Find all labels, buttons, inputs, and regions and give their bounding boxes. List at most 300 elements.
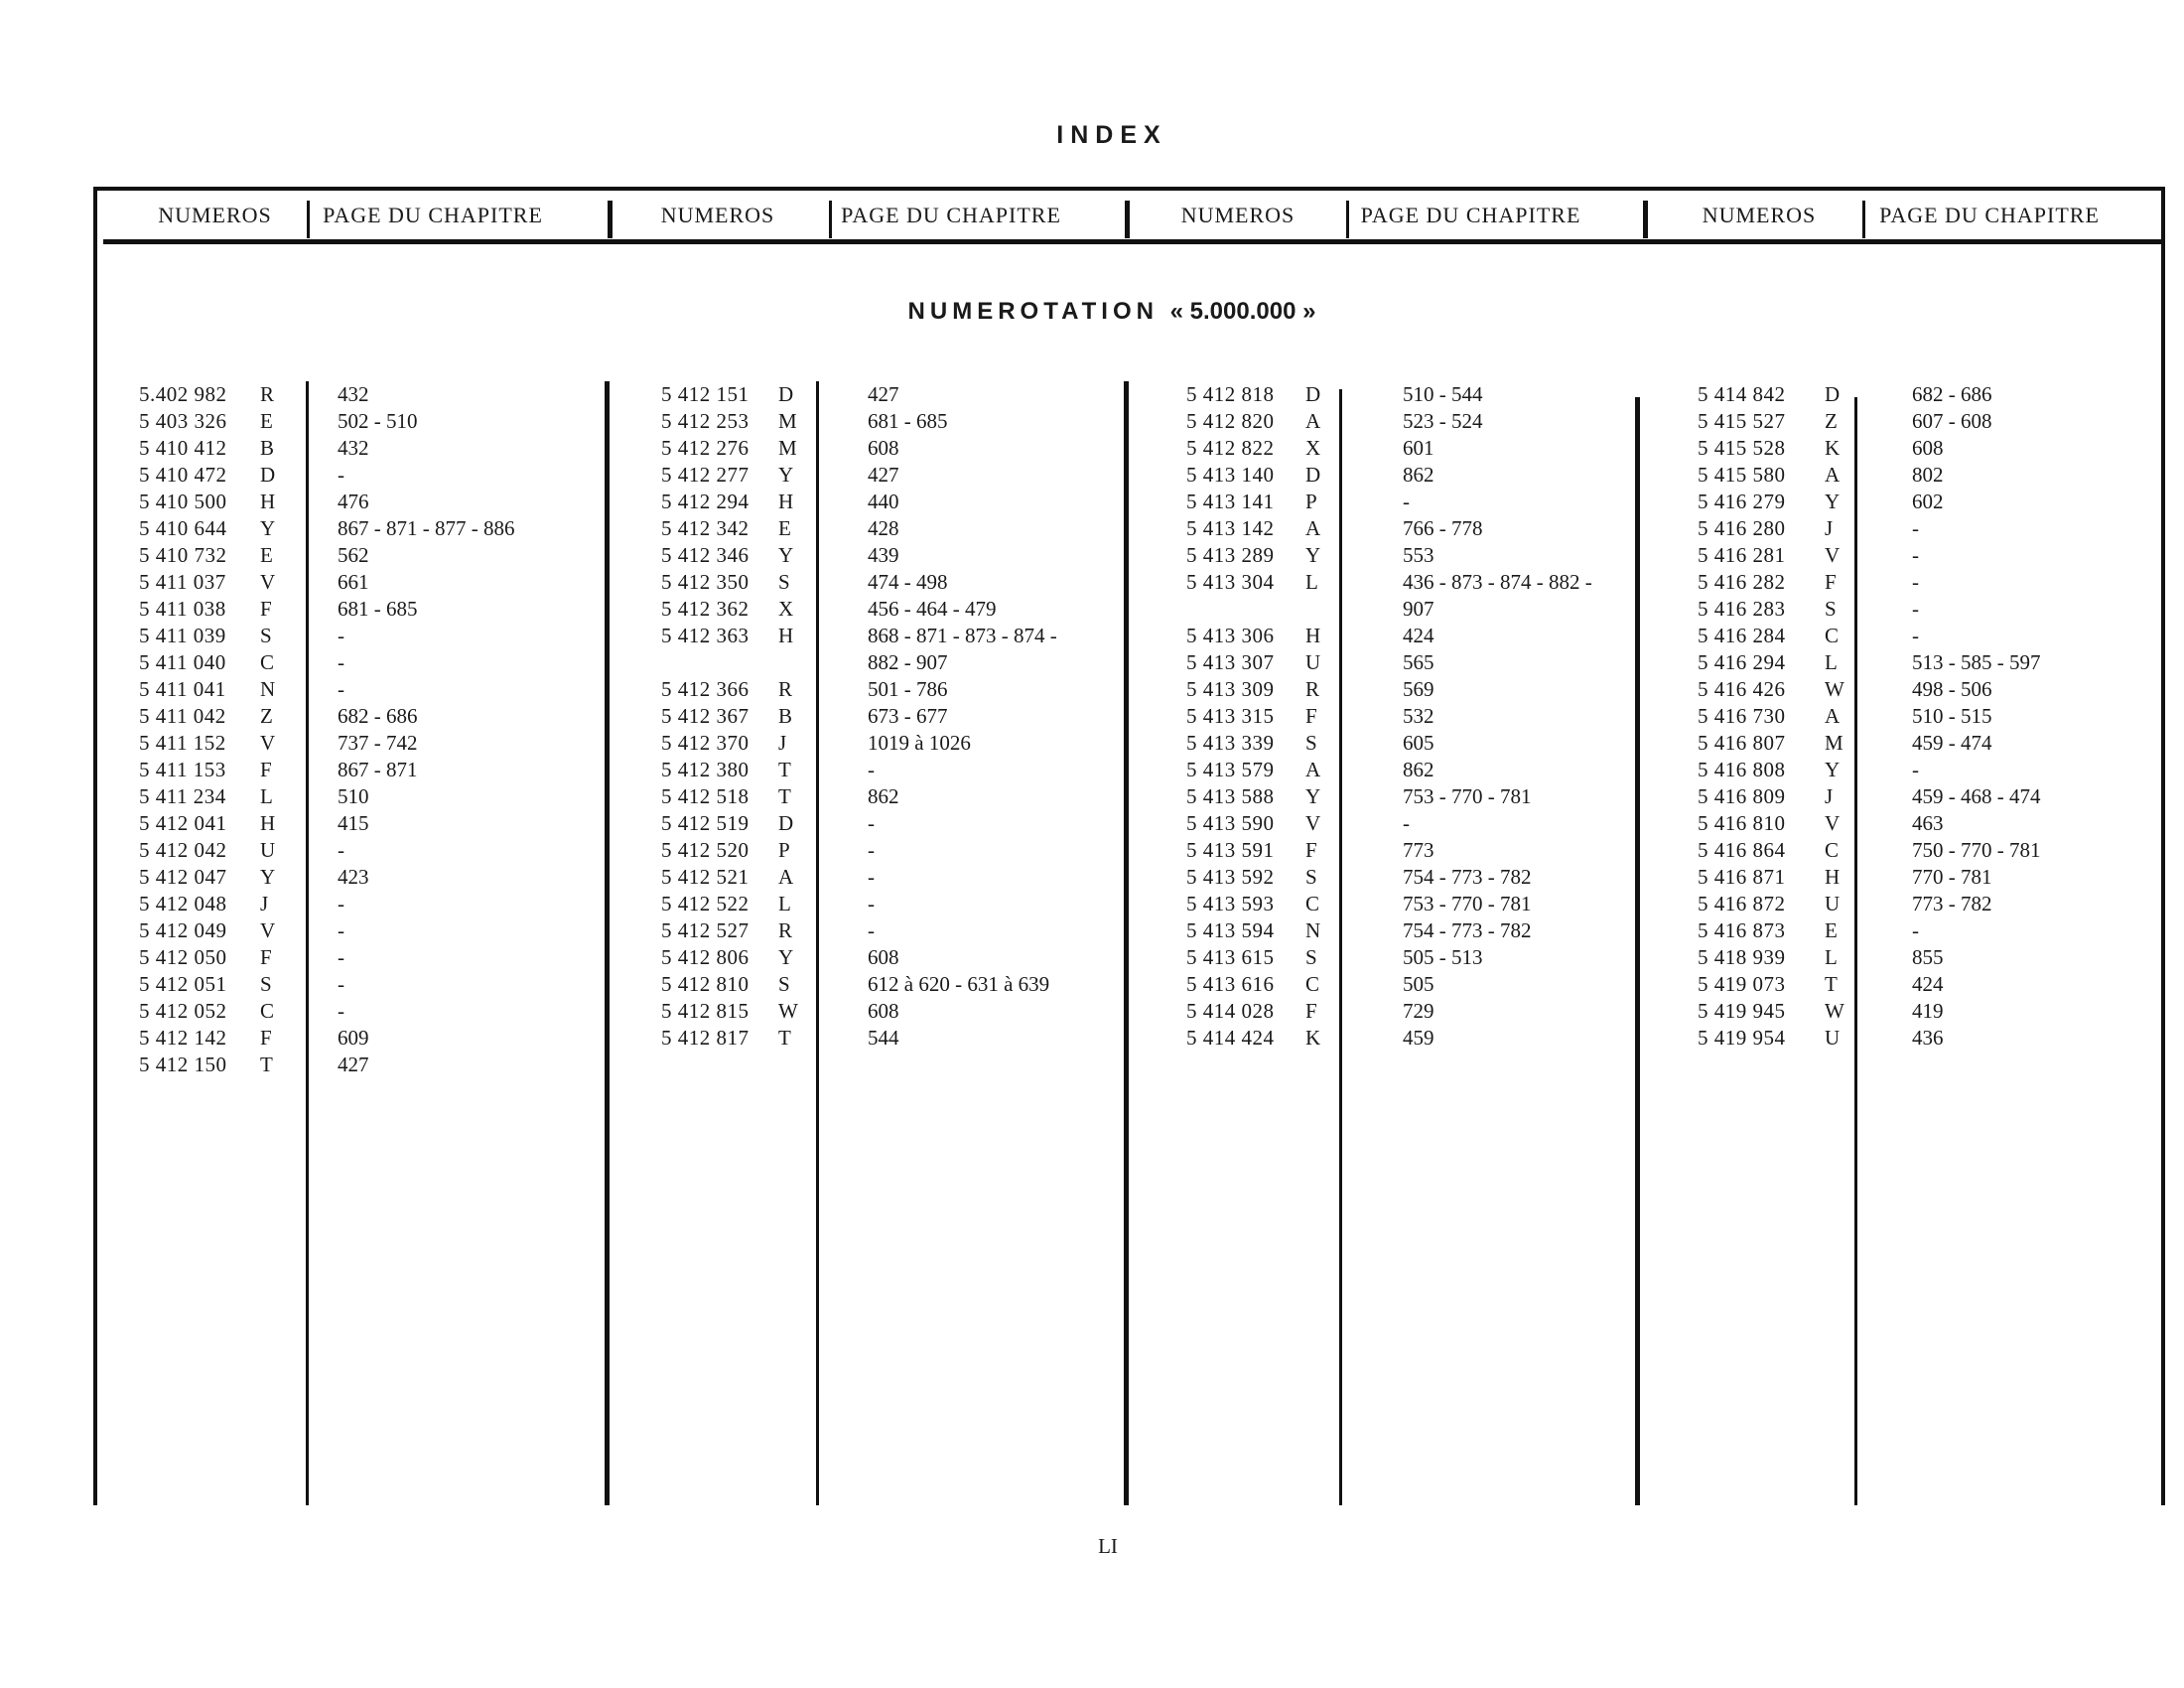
part-letter: V	[1825, 811, 1841, 835]
chapter-page: -	[1912, 918, 1919, 942]
part-number: 5 413 590	[1186, 811, 1275, 835]
part-letter: L	[1305, 570, 1318, 594]
part-number: 5 412 294	[661, 490, 750, 513]
part-number: 5 416 283	[1698, 597, 1786, 621]
part-letter: H	[1825, 865, 1841, 889]
part-number: 5 413 615	[1186, 945, 1275, 969]
chapter-page: 427	[338, 1053, 369, 1076]
chapter-page: -	[338, 838, 344, 862]
part-letter: D	[1305, 382, 1321, 406]
part-letter: E	[1825, 918, 1838, 942]
part-letter: F	[1305, 838, 1317, 862]
chapter-page: 419	[1912, 999, 1944, 1023]
part-number: 5 412 150	[139, 1053, 227, 1076]
part-number: 5 412 253	[661, 409, 750, 433]
header-numeros-3: NUMEROS	[1180, 203, 1296, 227]
part-letter: S	[1825, 597, 1837, 621]
part-letter: J	[260, 892, 269, 915]
header-separator	[1125, 201, 1130, 238]
chapter-page: 415	[338, 811, 369, 835]
part-number: 5 410 472	[139, 463, 227, 487]
chapter-page: 750 - 770 - 781	[1912, 838, 2041, 862]
part-number: 5 413 579	[1186, 758, 1275, 781]
part-letter: F	[260, 597, 272, 621]
chapter-page: 510 - 515	[1912, 704, 1992, 728]
part-number: 5 414 028	[1186, 999, 1275, 1023]
chapter-page: 737 - 742	[338, 731, 418, 755]
part-number: 5 413 616	[1186, 972, 1275, 996]
part-number: 5 413 593	[1186, 892, 1275, 915]
part-number: 5 416 294	[1698, 650, 1786, 674]
part-number: 5 411 039	[139, 624, 226, 647]
chapter-page: 544	[868, 1026, 899, 1050]
chapter-page: 459	[1403, 1026, 1434, 1050]
chapter-page: 427	[868, 382, 899, 406]
part-letter: B	[260, 436, 275, 460]
part-number: 5 412 380	[661, 758, 750, 781]
part-letter: E	[260, 543, 273, 567]
part-letter: D	[260, 463, 276, 487]
chapter-page: 608	[868, 999, 899, 1023]
chapter-page: -	[868, 838, 875, 862]
chapter-page: 427	[868, 463, 899, 487]
part-letter: Y	[778, 543, 794, 567]
chapter-page: -	[1403, 811, 1410, 835]
part-letter: D	[778, 382, 794, 406]
part-number: 5 413 339	[1186, 731, 1275, 755]
part-number: 5 410 732	[139, 543, 227, 567]
part-letter: H	[778, 624, 794, 647]
chapter-page: 501 - 786	[868, 677, 948, 701]
chapter-page: 773 - 782	[1912, 892, 1992, 915]
part-number: 5 412 806	[661, 945, 750, 969]
part-number: 5 412 350	[661, 570, 750, 594]
part-number: 5 416 807	[1698, 731, 1786, 755]
chapter-page: 439	[868, 543, 899, 567]
part-number: 5 413 307	[1186, 650, 1275, 674]
chapter-page: 766 - 778	[1403, 516, 1483, 540]
column-divider	[1339, 389, 1342, 1505]
part-letter: T	[1825, 972, 1838, 996]
part-letter: R	[1305, 677, 1320, 701]
part-number: 5 411 038	[139, 597, 226, 621]
part-number: 5 412 815	[661, 999, 750, 1023]
part-letter: N	[1305, 918, 1321, 942]
part-number: 5 413 306	[1186, 624, 1275, 647]
chapter-page: 802	[1912, 463, 1944, 487]
part-number: 5 411 152	[139, 731, 226, 755]
part-letter: F	[260, 1026, 272, 1050]
chapter-page: 459 - 468 - 474	[1912, 784, 2041, 808]
part-letter: T	[778, 1026, 791, 1050]
chapter-page: 510	[338, 784, 369, 808]
column-divider	[816, 381, 819, 1505]
chapter-page: 882 - 907	[868, 650, 948, 674]
chapter-page: 436 - 873 - 874 - 882 -	[1403, 570, 1592, 594]
header-separator	[1862, 201, 1865, 238]
chapter-page: 505	[1403, 972, 1434, 996]
part-letter: C	[260, 650, 275, 674]
part-number: 5 412 052	[139, 999, 227, 1023]
part-letter: V	[260, 570, 276, 594]
index-table	[93, 187, 2165, 1505]
chapter-page: 459 - 474	[1912, 731, 1992, 755]
chapter-page: 456 - 464 - 479	[868, 597, 997, 621]
part-letter: T	[778, 758, 791, 781]
part-number: 5 413 142	[1186, 516, 1275, 540]
chapter-page: -	[868, 892, 875, 915]
column-divider	[306, 381, 309, 1505]
part-number: 5 411 040	[139, 650, 226, 674]
part-number: 5 410 644	[139, 516, 227, 540]
chapter-page: 432	[338, 436, 369, 460]
chapter-page: 463	[1912, 811, 1944, 835]
chapter-page: 436	[1912, 1026, 1944, 1050]
part-letter: L	[1825, 945, 1838, 969]
part-number: 5 412 041	[139, 811, 227, 835]
chapter-page: 907	[1403, 597, 1434, 621]
part-number: 5 416 284	[1698, 624, 1786, 647]
part-letter: R	[778, 918, 793, 942]
chapter-page: 1019 à 1026	[868, 731, 971, 755]
part-letter: W	[778, 999, 798, 1023]
part-number: 5 413 140	[1186, 463, 1275, 487]
chapter-page: 423	[338, 865, 369, 889]
part-letter: A	[1825, 463, 1841, 487]
chapter-page: 681 - 685	[338, 597, 418, 621]
part-number: 5 413 315	[1186, 704, 1275, 728]
part-number: 5 413 594	[1186, 918, 1275, 942]
part-number: 5 412 051	[139, 972, 227, 996]
chapter-page: -	[338, 892, 344, 915]
part-number: 5 412 048	[139, 892, 227, 915]
part-letter: D	[1825, 382, 1841, 406]
part-number: 5 416 872	[1698, 892, 1786, 915]
part-number: 5 413 588	[1186, 784, 1275, 808]
chapter-page: 867 - 871 - 877 - 886	[338, 516, 515, 540]
page-title: INDEX	[1056, 121, 1167, 149]
part-letter: W	[1825, 999, 1844, 1023]
part-letter: S	[260, 972, 272, 996]
part-letter: J	[1825, 516, 1834, 540]
part-letter: V	[1825, 543, 1841, 567]
chapter-page: -	[868, 865, 875, 889]
part-number: 5 412 520	[661, 838, 750, 862]
part-number: 5 412 363	[661, 624, 750, 647]
part-number: 5 412 820	[1186, 409, 1275, 433]
part-letter: A	[778, 865, 794, 889]
chapter-page: 502 - 510	[338, 409, 418, 433]
part-letter: D	[1305, 463, 1321, 487]
part-number: 5 411 042	[139, 704, 226, 728]
chapter-page: 553	[1403, 543, 1434, 567]
part-letter: Y	[1305, 543, 1321, 567]
table-left-rule	[93, 187, 97, 1505]
header-page-4: PAGE DU CHAPITRE	[1879, 203, 2100, 227]
part-letter: Y	[260, 516, 276, 540]
part-letter: S	[778, 972, 790, 996]
numbering-label: NUMEROTATION	[907, 298, 1159, 325]
part-letter: U	[260, 838, 276, 862]
part-number: 5 415 527	[1698, 409, 1786, 433]
chapter-page: 474 - 498	[868, 570, 948, 594]
header-page-3: PAGE DU CHAPITRE	[1360, 203, 1581, 227]
chapter-page: 753 - 770 - 781	[1403, 892, 1532, 915]
part-number: 5 416 282	[1698, 570, 1786, 594]
chapter-page: 523 - 524	[1403, 409, 1483, 433]
chapter-page: 607 - 608	[1912, 409, 1992, 433]
part-letter: Y	[1825, 758, 1841, 781]
part-letter: X	[1305, 436, 1321, 460]
part-number: 5 411 234	[139, 784, 226, 808]
chapter-page: 729	[1403, 999, 1434, 1023]
chapter-page: -	[1912, 758, 1919, 781]
chapter-page: -	[338, 918, 344, 942]
part-letter: F	[260, 945, 272, 969]
chapter-page: 612 à 620 - 631 à 639	[868, 972, 1050, 996]
part-number: 5 412 817	[661, 1026, 750, 1050]
part-letter: S	[1305, 865, 1317, 889]
part-letter: L	[1825, 650, 1838, 674]
part-number: 5 412 367	[661, 704, 750, 728]
part-letter: H	[778, 490, 794, 513]
part-number: 5.402 982	[139, 382, 227, 406]
chapter-page: 608	[1912, 436, 1944, 460]
part-letter: F	[1825, 570, 1837, 594]
chapter-page: 608	[868, 436, 899, 460]
part-letter: C	[260, 999, 275, 1023]
header-page-1: PAGE DU CHAPITRE	[323, 203, 543, 227]
chapter-page: -	[338, 463, 344, 487]
part-number: 5 412 049	[139, 918, 227, 942]
chapter-page: 673 - 677	[868, 704, 948, 728]
header-separator	[1643, 201, 1648, 238]
chapter-page: 440	[868, 490, 899, 513]
chapter-page: 754 - 773 - 782	[1403, 865, 1532, 889]
chapter-page: 424	[1403, 624, 1434, 647]
chapter-page: 770 - 781	[1912, 865, 1992, 889]
part-number: 5 416 279	[1698, 490, 1786, 513]
part-number: 5 412 522	[661, 892, 750, 915]
part-letter: U	[1825, 1026, 1841, 1050]
part-letter: T	[260, 1053, 273, 1076]
part-number: 5 416 730	[1698, 704, 1786, 728]
part-number: 5 416 809	[1698, 784, 1786, 808]
part-number: 5 419 954	[1698, 1026, 1786, 1050]
part-number: 5 411 041	[139, 677, 226, 701]
part-number: 5 412 276	[661, 436, 750, 460]
chapter-page: 562	[338, 543, 369, 567]
chapter-page: 601	[1403, 436, 1434, 460]
chapter-page: -	[1912, 624, 1919, 647]
header-numeros-4: NUMEROS	[1702, 203, 1817, 227]
part-number: 5 412 521	[661, 865, 750, 889]
chapter-page: 428	[868, 516, 899, 540]
part-number: 5 412 346	[661, 543, 750, 567]
part-letter: Z	[260, 704, 273, 728]
header-numeros-1: NUMEROS	[158, 203, 272, 227]
part-letter: Y	[778, 945, 794, 969]
part-letter: J	[1825, 784, 1834, 808]
part-number: 5 412 362	[661, 597, 750, 621]
part-number: 5 413 592	[1186, 865, 1275, 889]
header-page-2: PAGE DU CHAPITRE	[841, 203, 1061, 227]
chapter-page: 513 - 585 - 597	[1912, 650, 2041, 674]
chapter-page: 565	[1403, 650, 1434, 674]
part-number: 5 419 073	[1698, 972, 1786, 996]
part-letter: W	[1825, 677, 1844, 701]
part-number: 5 403 326	[139, 409, 227, 433]
part-letter: Y	[778, 463, 794, 487]
part-number: 5 410 500	[139, 490, 227, 513]
part-number: 5 413 304	[1186, 570, 1275, 594]
table-top-rule	[93, 187, 2165, 191]
chapter-page: 602	[1912, 490, 1944, 513]
chapter-page: -	[868, 758, 875, 781]
part-letter: F	[260, 758, 272, 781]
chapter-page: 609	[338, 1026, 369, 1050]
part-letter: S	[260, 624, 272, 647]
part-number: 5 414 424	[1186, 1026, 1275, 1050]
part-number: 5 412 519	[661, 811, 750, 835]
chapter-page: 682 - 686	[1912, 382, 1992, 406]
chapter-page: -	[868, 918, 875, 942]
part-letter: Y	[1825, 490, 1841, 513]
column-divider	[1854, 397, 1857, 1505]
part-letter: C	[1305, 972, 1320, 996]
part-letter: B	[778, 704, 793, 728]
header-separator	[829, 201, 832, 238]
part-letter: Y	[260, 865, 276, 889]
chapter-page: 605	[1403, 731, 1434, 755]
numbering-value: « 5.000.000 »	[1169, 298, 1316, 325]
part-number: 5 418 939	[1698, 945, 1786, 969]
chapter-page: -	[338, 972, 344, 996]
chapter-page: 432	[338, 382, 369, 406]
part-number: 5 412 810	[661, 972, 750, 996]
part-letter: E	[260, 409, 273, 433]
part-number: 5 412 050	[139, 945, 227, 969]
chapter-page: -	[1912, 516, 1919, 540]
part-letter: S	[1305, 731, 1317, 755]
part-letter: C	[1825, 624, 1840, 647]
header-numeros-2: NUMEROS	[660, 203, 775, 227]
part-letter: L	[778, 892, 791, 915]
part-letter: Z	[1825, 409, 1838, 433]
part-number: 5 416 808	[1698, 758, 1786, 781]
part-letter: M	[1825, 731, 1843, 755]
part-letter: X	[778, 597, 794, 621]
part-letter: U	[1305, 650, 1321, 674]
chapter-page: -	[338, 999, 344, 1023]
part-number: 5 413 591	[1186, 838, 1275, 862]
part-letter: S	[1305, 945, 1317, 969]
chapter-page: 510 - 544	[1403, 382, 1483, 406]
part-letter: C	[1305, 892, 1320, 915]
part-number: 5 413 289	[1186, 543, 1275, 567]
part-letter: R	[260, 382, 275, 406]
part-letter: R	[778, 677, 793, 701]
chapter-page: 753 - 770 - 781	[1403, 784, 1532, 808]
part-number: 5 412 527	[661, 918, 750, 942]
page-number: LI	[1098, 1534, 1118, 1558]
chapter-page: 773	[1403, 838, 1434, 862]
header-separator	[1346, 201, 1349, 238]
chapter-page: 868 - 871 - 873 - 874 -	[868, 624, 1057, 647]
part-number: 5 416 281	[1698, 543, 1786, 567]
table-right-rule	[2161, 187, 2165, 1505]
part-number: 5 412 518	[661, 784, 750, 808]
chapter-page: 608	[868, 945, 899, 969]
part-number: 5 416 426	[1698, 677, 1786, 701]
part-number: 5 412 142	[139, 1026, 227, 1050]
column-divider	[605, 381, 610, 1505]
numbering-heading	[0, 298, 2184, 326]
chapter-page: -	[1912, 570, 1919, 594]
chapter-page: 867 - 871	[338, 758, 418, 781]
part-letter: M	[778, 436, 797, 460]
chapter-page: 681 - 685	[868, 409, 948, 433]
part-letter: V	[260, 731, 276, 755]
part-number: 5 412 822	[1186, 436, 1275, 460]
chapter-page: 661	[338, 570, 369, 594]
part-number: 5 416 864	[1698, 838, 1786, 862]
column-divider	[1124, 381, 1129, 1505]
part-number: 5 414 842	[1698, 382, 1786, 406]
part-number: 5 415 580	[1698, 463, 1786, 487]
chapter-page: 862	[868, 784, 899, 808]
part-letter: E	[778, 516, 791, 540]
part-letter: K	[1825, 436, 1841, 460]
part-number: 5 412 042	[139, 838, 227, 862]
part-letter: U	[1825, 892, 1841, 915]
chapter-page: 569	[1403, 677, 1434, 701]
part-letter: F	[1305, 704, 1317, 728]
part-letter: H	[260, 490, 276, 513]
part-letter: L	[260, 784, 273, 808]
chapter-page: 754 - 773 - 782	[1403, 918, 1532, 942]
chapter-page: 476	[338, 490, 369, 513]
chapter-page: 532	[1403, 704, 1434, 728]
part-number: 5 412 277	[661, 463, 750, 487]
part-number: 5 416 810	[1698, 811, 1786, 835]
part-letter: V	[1305, 811, 1321, 835]
part-letter: C	[1825, 838, 1840, 862]
part-number: 5 412 151	[661, 382, 750, 406]
part-letter: S	[778, 570, 790, 594]
chapter-page: -	[1403, 490, 1410, 513]
chapter-page: 855	[1912, 945, 1944, 969]
part-letter: M	[778, 409, 797, 433]
chapter-page: -	[1912, 543, 1919, 567]
chapter-page: 424	[1912, 972, 1944, 996]
part-number: 5 411 037	[139, 570, 226, 594]
part-number: 5 415 528	[1698, 436, 1786, 460]
part-letter: Y	[1305, 784, 1321, 808]
header-separator	[608, 201, 613, 238]
part-number: 5 413 309	[1186, 677, 1275, 701]
chapter-page: 505 - 513	[1403, 945, 1483, 969]
chapter-page: 862	[1403, 758, 1434, 781]
part-letter: V	[260, 918, 276, 942]
part-letter: D	[778, 811, 794, 835]
part-number: 5 412 342	[661, 516, 750, 540]
part-number: 5 412 047	[139, 865, 227, 889]
part-letter: A	[1305, 758, 1321, 781]
part-letter: H	[260, 811, 276, 835]
part-letter: K	[1305, 1026, 1321, 1050]
chapter-page: -	[868, 811, 875, 835]
